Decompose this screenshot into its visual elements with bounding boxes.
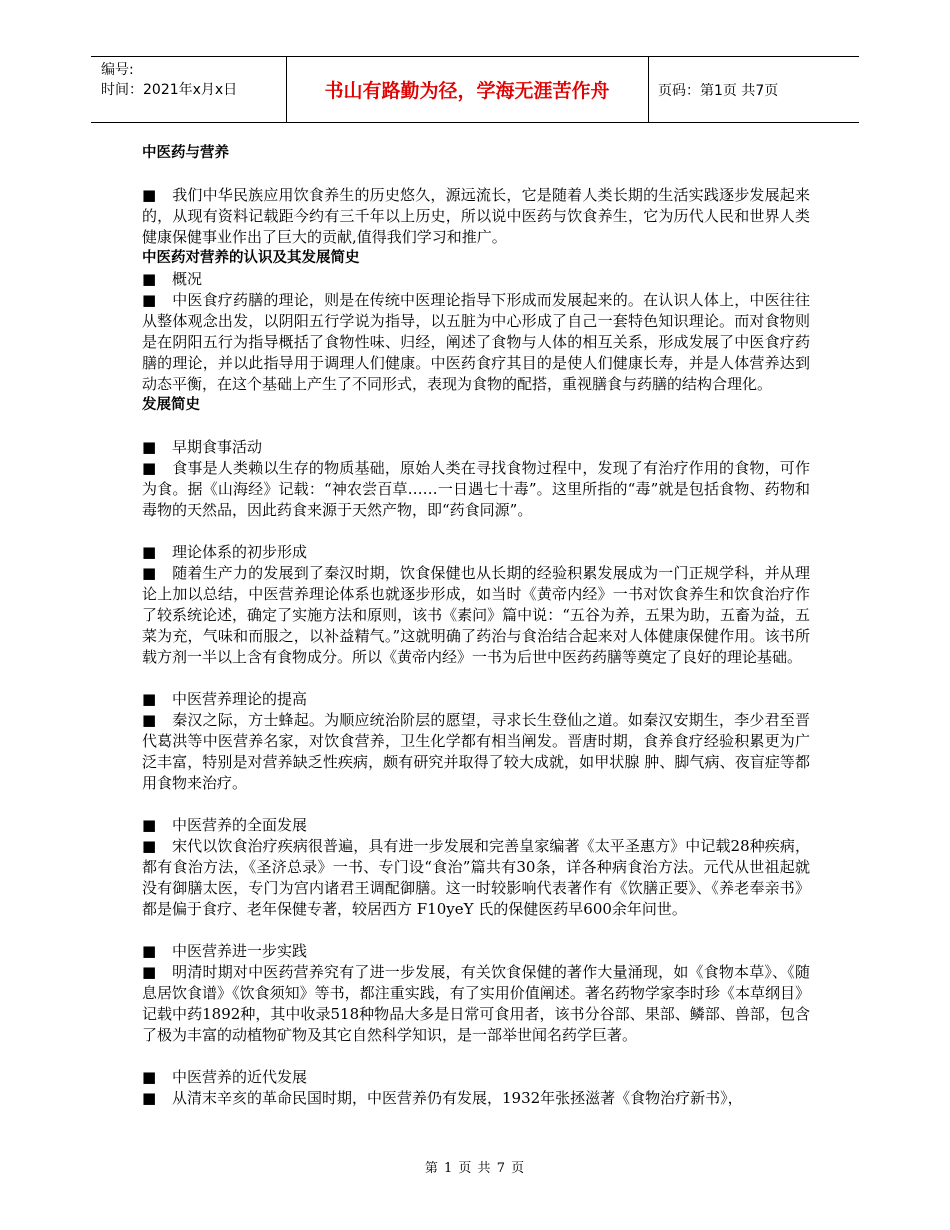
list-item: ■ 中医营养进一步实践 bbox=[142, 942, 308, 960]
header-bottom-rule bbox=[91, 122, 859, 123]
bullet-icon: ■ bbox=[142, 543, 157, 561]
list-item: ■ 中医营养的近代发展 bbox=[142, 1068, 308, 1086]
bullet-icon: ■ bbox=[142, 942, 157, 960]
paragraph-practice: ■ 明清时期对中医药营养究有了进一步发展，有关饮食保健的著作大量涌现，如《食物本草》、《随息居饮食谱》《饮食须知》等书，都注重实践，有了实用价值阐述。著名药物学家李时珍《本草纲目》记载中药1892种，其中收录518种物品大多是日常可食用者，该书分谷部、果部、鳞部、兽部，包含了极为丰富的动植物矿物及其它自然科学知识，是一部举世闻名药学巨著。 bbox=[142, 963, 810, 1044]
bullet-icon: ■ bbox=[142, 270, 157, 288]
paragraph-early: ■ 食事是人类赖以生存的物质基础，原始人类在寻找食物过程中，发现了有治疗作用的食物，可作为食。据《山海经》记载：“神农尝百草……一日遇七十毒”。这里所指的“毒”就是包括食物、药物和毒物的天然品，因此药食来源于天然产物，即“药食同源”。 bbox=[142, 459, 810, 519]
doc-number-label: 编号: bbox=[101, 62, 134, 78]
header-slogan: 书山有路勤为径，学海无涯苦作舟 bbox=[324, 79, 610, 102]
header-page-number: 页码：第1页 共7页 bbox=[658, 83, 779, 99]
page-footer: 第 1 页 共 7 页 bbox=[424, 1161, 526, 1176]
bullet-icon: ■ bbox=[142, 438, 157, 456]
bullet-icon: ■ bbox=[142, 816, 157, 834]
bullet-icon: ■ bbox=[142, 291, 157, 309]
header-meta bbox=[101, 60, 237, 100]
bullet-icon: ■ bbox=[142, 1089, 157, 1107]
paragraph-raise: ■ 秦汉之际，方士蜂起。为顺应统治阶层的愿望，寻求长生登仙之道。如秦汉安期生，李少君至晋代葛洪等中医营养名家，对饮食营养，卫生化学都有相当阐发。晋唐时期，食养食疗经验积累更为广泛丰富，特别是对营养缺乏性疾病，颇有研究并取得了较大成就，如甲状腺 肿、脚气病、夜盲症等都用食物来治疗。 bbox=[142, 711, 810, 792]
bullet-icon: ■ bbox=[142, 1068, 157, 1086]
document-title: 中医药与营养 bbox=[142, 145, 229, 161]
document-body bbox=[142, 143, 810, 1109]
heading-history: 发展简史 bbox=[142, 397, 200, 413]
list-item: ■ 中医营养的全面发展 bbox=[142, 816, 308, 834]
paragraph-modern: ■ 从清末辛亥的革命民国时期，中医营养仍有发展，1932年张拯滋著《食物治疗新书》， bbox=[142, 1089, 743, 1107]
paragraph-intro: ■ 我们中华民族应用饮食养生的历史悠久，源远流长，它是随着人类长期的生活实践逐步发展起来的，从现有资料记载距今约有三千年以上历史，所以说中医药与饮食养生，它为历代人民和世界人类健康保健事业作出了巨大的贡献,值得我们学习和推广。 bbox=[142, 186, 810, 246]
bullet-icon: ■ bbox=[142, 564, 157, 582]
bullet-icon: ■ bbox=[142, 186, 157, 204]
paragraph-overview: ■ 中医食疗药膳的理论，则是在传统中医理论指导下形成而发展起来的。在认识人体上，中医往往从整体观念出发，以阴阳五行学说为指导，以五脏为中心形成了自己一套特色知识理论。而对食物则是在阴阳五行为指导概括了食物性味、归经，阐述了食物与人体的相互关系，形成发展了中医食疗药膳的理论，并以此指导用于调理人们健康。中医药食疗其目的是使人们健康长寿，并是人体营养达到动态平衡，在这个基础上产生了不同形式，表现为食物的配搭，重视膳食与药膳的结构合理化。 bbox=[142, 291, 810, 393]
heading-understanding: 中医药对营养的认识及其发展简史 bbox=[142, 250, 360, 266]
list-item: ■ 早期食事活动 bbox=[142, 438, 263, 456]
paragraph-theory: ■ 随着生产力的发展到了秦汉时期，饮食保健也从长期的经验积累发展成为一门正规学科，并从理论上加以总结，中医营养理论体系也就逐步形成，如当时《黄帝内经》一书对饮食养生和饮食治疗作了较系统论述，确定了实施方法和原则，该书《素问》篇中说：“五谷为养，五果为助，五畜为益，五菜为充，气味和而服之，以补益精气。”这就明确了药治与食治结合起来对人体健康保健作用。该书所载方剂一半以上含有食物成分。所以《黄帝内经》一书为后世中医药药膳等奠定了良好的理论基础。 bbox=[142, 564, 810, 666]
paragraph-full: ■ 宋代以饮食治疗疾病很普遍，具有进一步发展和完善皇家编著《太平圣惠方》中记载28种疾病，都有食治方法，《圣济总录》一书、专门设“食治”篇共有30条，详各种病食治方法。元代从世祖起就没有御膳太医，专门为宫内诸君王调配御膳。这一时较影响代表著作有《饮膳正要》、《养老奉亲书》都是偏于食疗、老年保健专著，较居西方 F10yeY 氏的保健医药早600余年问世。 bbox=[142, 837, 810, 918]
bullet-icon: ■ bbox=[142, 690, 157, 708]
header-divider bbox=[648, 56, 649, 122]
doc-date: 时间：2021年x月x日 bbox=[101, 82, 238, 98]
list-item: ■ 中医营养理论的提高 bbox=[142, 690, 308, 708]
bullet-icon: ■ bbox=[142, 459, 157, 477]
bullet-icon: ■ bbox=[142, 711, 157, 729]
list-item: ■ 概况 bbox=[142, 270, 203, 288]
bullet-icon: ■ bbox=[142, 837, 157, 855]
bullet-icon: ■ bbox=[142, 963, 157, 981]
list-item: ■ 理论体系的初步形成 bbox=[142, 543, 308, 561]
